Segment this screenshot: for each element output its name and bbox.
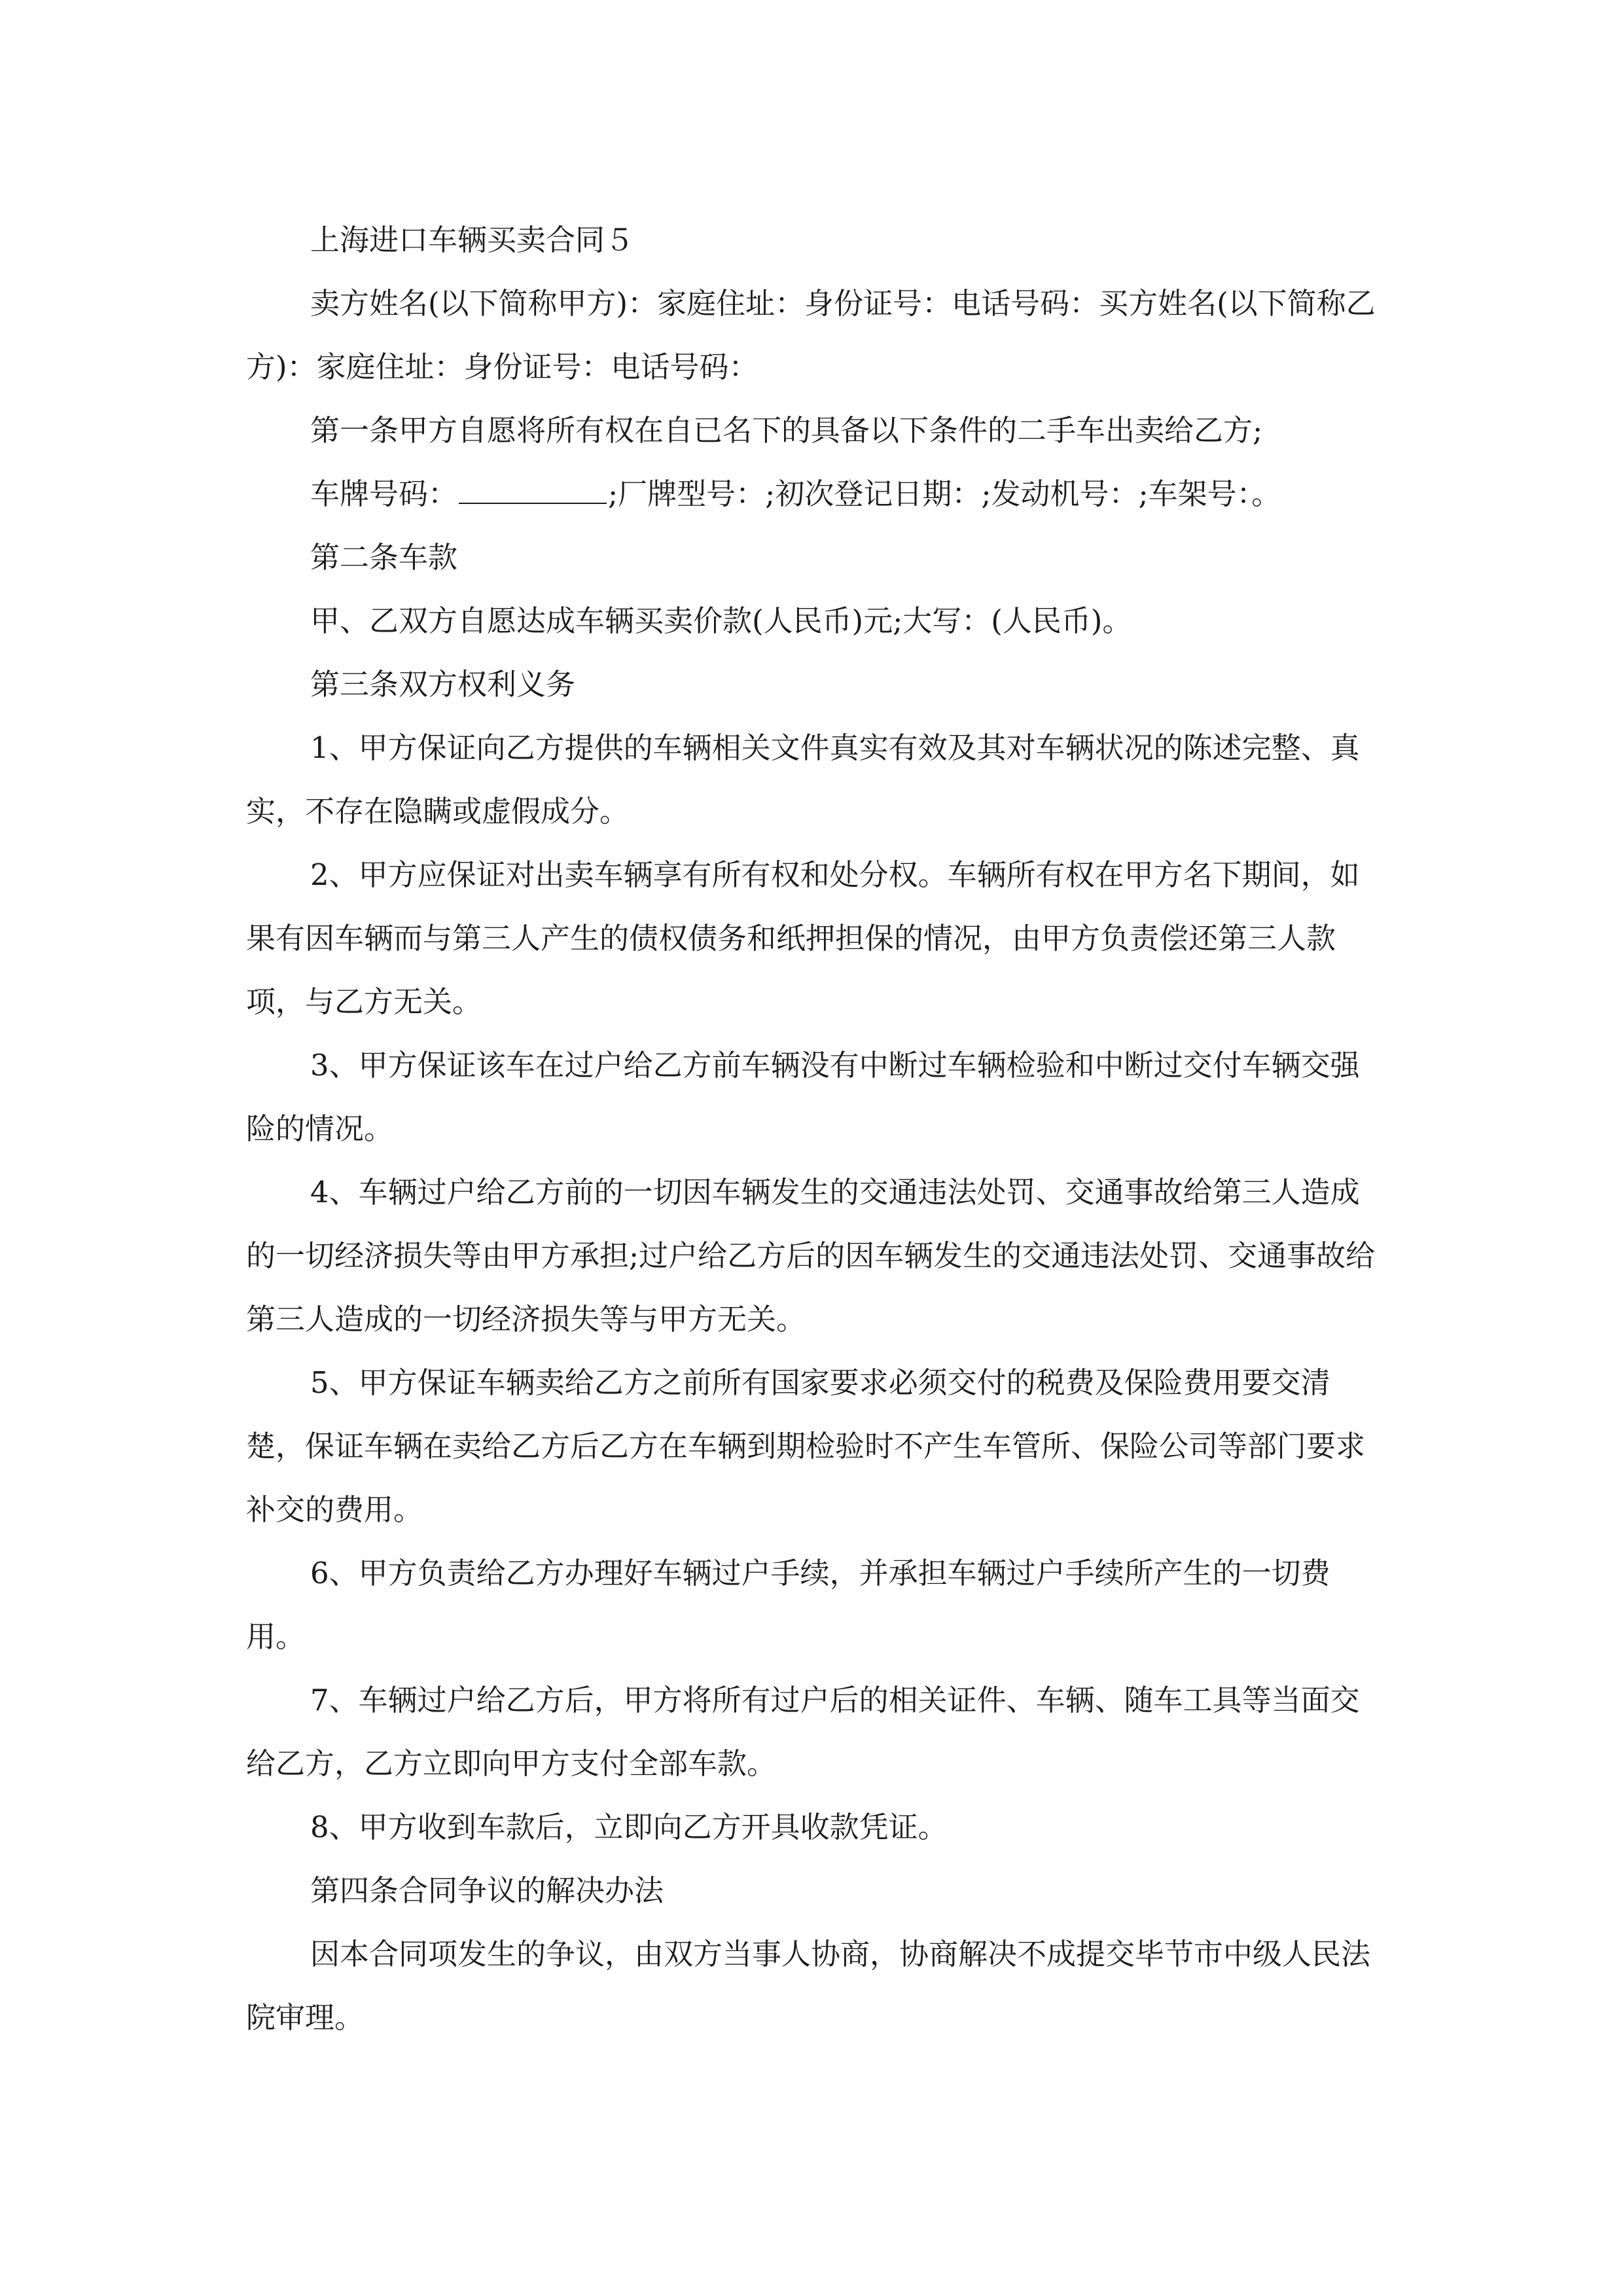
article-3-title: 第三条双方权利义务 <box>310 667 576 702</box>
clause-4: 4、车辆过户给乙方前的一切因车辆发生的交通违法处罚、交通事故给第三人造成的一切经济损失等由甲方承担;过户给乙方后的因车辆发生的交通违法处罚、交通事故给第三人造成的一切经济损失等与甲方无关。 <box>246 1175 1376 1336</box>
clause-2: 2、甲方应保证对出卖车辆享有所有权和处分权。车辆所有权在甲方名下期间，如果有因车辆而与第三人产生的债权债务和纸押担保的情况，由甲方负责偿还第三人款项，与乙方无关。 <box>246 857 1360 1019</box>
clause-8: 8、甲方收到车款后，立即向乙方开具收款凭证。 <box>310 1810 948 1844</box>
clause-7: 7、车辆过户给乙方后，甲方将所有过户后的相关证件、车辆、随车工具等当面交给乙方，乙方立即向甲方支付全部车款。 <box>246 1683 1360 1781</box>
contract-page <box>246 208 1377 2049</box>
article-2-body: 甲、乙双方自愿达成车辆买卖价款(人民币)元;大写：(人民币)。 <box>310 603 1132 638</box>
clause-6: 6、甲方负责给乙方办理好车辆过户手续，并承担车辆过户手续所产生的一切费用。 <box>246 1556 1330 1654</box>
clause-1: 1、甲方保证向乙方提供的车辆相关文件真实有效及其对车辆状况的陈述完整、真实，不存在隐瞒或虚假成分。 <box>246 730 1360 829</box>
parties-paragraph: 卖方姓名(以下简称甲方)：家庭住址：身份证号：电话号码：买方姓名(以下简称乙方)：家庭住址：身份证号：电话号码： <box>246 286 1376 384</box>
contract-title: 上海进口车辆买卖合同５ <box>310 223 635 257</box>
plate-number-label: 车牌号码： <box>310 476 458 511</box>
clause-5: 5、甲方保证车辆卖给乙方之前所有国家要求必须交付的税费及保险费用要交清楚，保证车辆在卖给乙方后乙方在车辆到期检验时不产生车管所、保险公司等部门要求补交的费用。 <box>246 1365 1366 1527</box>
article-4-body: 因本合同项发生的争议，由双方当事人协商，协商解决不成提交毕节市中级人民法院审理。 <box>246 1937 1371 2035</box>
plate-number-blank <box>459 476 607 504</box>
article-4-title: 第四条合同争议的解决办法 <box>310 1873 664 1908</box>
clause-3: 3、甲方保证该车在过户给乙方前车辆没有中断过车辆检验和中断过交付车辆交强险的情况。 <box>246 1048 1360 1146</box>
article-2-title: 第二条车款 <box>310 540 458 575</box>
article-1: 第一条甲方自愿将所有权在自已名下的具备以下条件的二手车出卖给乙方; <box>310 413 1263 448</box>
vehicle-info-line <box>246 462 1377 526</box>
vehicle-info-fields: ;厂牌型号：;初次登记日期：;发动机号：;车架号：。 <box>608 476 1281 511</box>
